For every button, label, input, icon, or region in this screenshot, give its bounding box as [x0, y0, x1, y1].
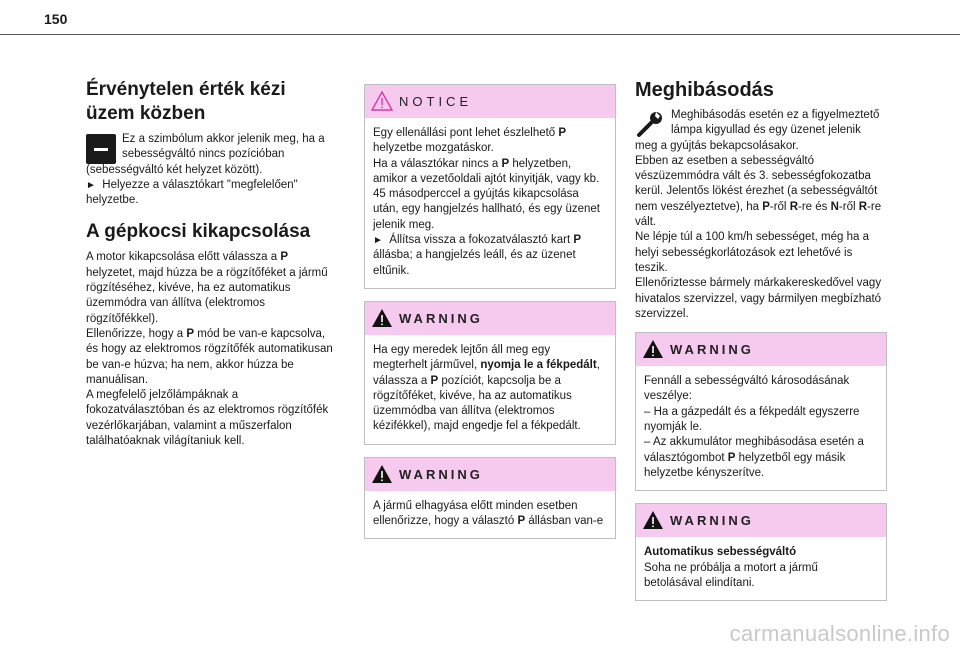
wrench-paragraph [635, 108, 887, 154]
warning-triangle-icon [642, 339, 664, 359]
gear-dash-icon [86, 134, 116, 169]
symbol-text-line2: sebességváltó nincs pozícióban [122, 148, 285, 161]
warning-header [636, 504, 886, 537]
column-3 [635, 78, 887, 613]
section-title-malfunction: Meghibásodás [635, 79, 774, 101]
paragraph-emergency: Ebben az esetben a sebességváltó vészüzemmódra vált és 3. sebességfokozatba kerül. Jelentős lökést érezhet (a sebességváltót nem veszélyeztetve), ha P-ről R-re és N-ről R-re vált. [635, 154, 882, 229]
wrench-text-line1: Meghibásodás esetén ez a figyelmeztető [671, 109, 880, 121]
warning-box-2 [364, 457, 616, 540]
paragraph-1: A motor kikapcsolása előtt válassza a P helyzetet, majd húzza be a rögzítőféket a jármű rögzítéséhez, kivéve, ha ez automatikus üzemmódra van állítva (elektromos rögzítőfékkel). [86, 251, 328, 325]
warning-title: WARNING [670, 342, 754, 358]
warning-box-1 [364, 301, 616, 445]
notice-body [365, 118, 615, 288]
notice-para-1: Egy ellenállási pont lehet észlelhető P helyzetbe mozgatáskor. [373, 127, 567, 155]
notice-box [364, 84, 616, 289]
notice-triangle-icon [371, 91, 393, 111]
warning-text-3: – Az akkumulátor meghibásodása esetén a választógombot P helyzetből egy másik helyzetbe kényszerítve. [644, 436, 864, 479]
warning-header [365, 302, 615, 335]
warning-header [365, 458, 615, 491]
warning-triangle-icon [642, 510, 664, 530]
watermark: carmanualsonline.info [729, 621, 950, 646]
warning-body [636, 366, 886, 490]
warning-title: WARNING [670, 513, 754, 529]
header-rule [0, 34, 960, 35]
column-2 [364, 84, 616, 551]
section-title-invalid-value: Érvénytelen érték kézi üzem közben [86, 79, 286, 124]
warning-box-4 [635, 503, 887, 601]
paragraph-3: A megfelelő jelzőlámpáknak a fokozatválasztóban és az elektromos rögzítőfék vezérlőkarjában, valamint a műszerfalon találhatóaknak világítaniuk kell. [86, 389, 329, 448]
warning-body [365, 491, 615, 539]
warning-title: WARNING [399, 466, 483, 482]
notice-title: NOTICE [399, 94, 473, 109]
warning-text-1: Fennáll a sebességváltó károsodásának veszélye: [644, 375, 850, 403]
wrench-text-line2: lámpa kigyullad és egy üzenet jelenik [671, 124, 861, 137]
arrow-bullet-icon: ► [86, 179, 96, 191]
bullet-paragraph: ► Helyezze a választókart "megfelelően" helyzetbe. [86, 178, 298, 207]
symbol-paragraph [86, 132, 338, 178]
notice-para-2: Ha a választókar nincs a P helyzetben, amikor a vezetőoldali ajtót kinyitják, vagy kb. 45 másodperccel a gyújtás kikapcsolása után, egy hangjelzés hallható, és egy üzenet jelenik meg. [373, 157, 600, 231]
wrench-icon [635, 110, 665, 143]
warning-body [636, 537, 886, 600]
warning-text: Ha egy meredek lejtőn áll meg egy megterhelt járművel, nyomja le a fékpedált, válassza a P pozíciót, kapcsolja be a rögzítőféket, kivéve, ha az automatikus üzemmódba van állítva (elektromos kézifékkel), majd engedje fel a fékpedált. [373, 343, 600, 433]
warning-triangle-icon [371, 308, 393, 328]
notice-header [365, 85, 615, 118]
arrow-bullet-icon: ► [373, 235, 383, 247]
page-number: 150 [44, 11, 68, 27]
column-1 [86, 78, 338, 449]
paragraph-speed: Ne lépje túl a 100 km/h sebességet, még ha a helyi sebességkorlátozások ezt lehetővé is teszik. [635, 231, 869, 274]
paragraph-service: Ellenőriztesse bármely márkakereskedővel vagy hivatalos szervizzel, vagy bármilyen megbízható szervizzel. [635, 277, 882, 320]
warning-triangle-icon [371, 464, 393, 484]
symbol-text-tail: (sebességváltó két helyzet között). [86, 163, 263, 176]
warning-heading: Automatikus sebességváltó [644, 546, 797, 559]
notice-para-3: ► Állítsa vissza a fokozatválasztó kart P állásba; a hangjelzés leáll, és az üzenet eltűnik. [373, 234, 582, 277]
paragraph-2: Ellenőrizze, hogy a P mód be van-e kapcsolva, és hogy az elektromos rögzítőfék automatikusan be van-e húzva; ha nem, akkor húzza be manuálisan. [86, 327, 333, 386]
warning-body [365, 335, 615, 444]
wrench-text-tail: meg a gyújtás bekapcsolásakor. [635, 139, 799, 152]
symbol-text-line1: Ez a szimbólum akkor jelenik meg, ha a [122, 133, 325, 145]
warning-box-3 [635, 332, 887, 491]
warning-text: Soha ne próbálja a motort a jármű betolásával elindítani. [644, 561, 818, 589]
section-title-switch-off: A gépkocsi kikapcsolása [86, 221, 311, 243]
warning-text-2: – Ha a gázpedált és a fékpedált egyszerre nyomják le. [644, 405, 860, 434]
warning-title: WARNING [399, 310, 483, 326]
warning-text: A jármű elhagyása előtt minden esetben ellenőrizze, hogy a választó P állásban van-e [373, 499, 604, 528]
warning-header [636, 333, 886, 366]
